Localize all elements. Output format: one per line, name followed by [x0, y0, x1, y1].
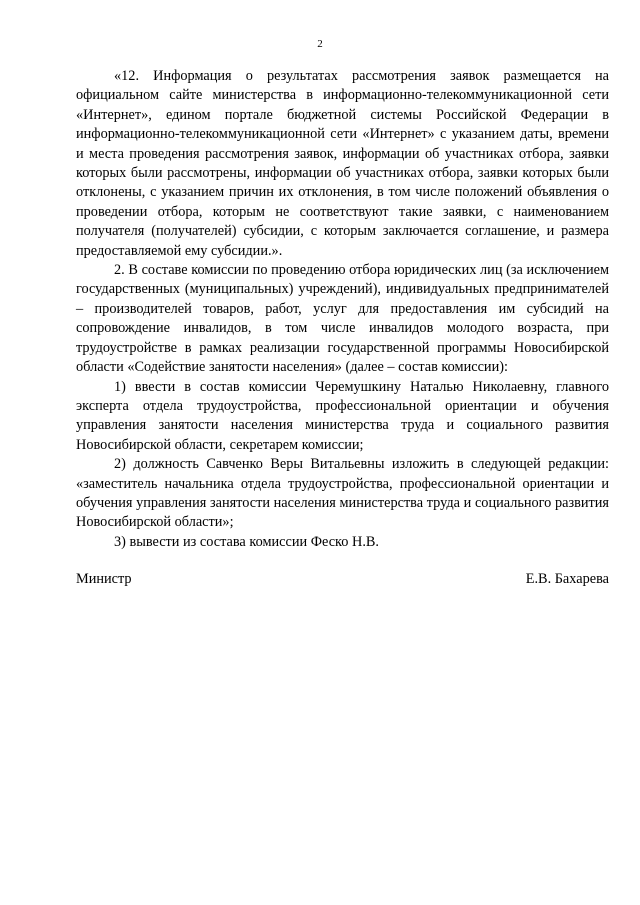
list-item-add-member: 1) ввести в состав комиссии Черемушкину Наталью Николаевну, главного эксперта отдела трудоустройства, профессиональной ориентации и обучения управления занятости населения министерства труда и социального развития Новосибирской области, секретарем комиссии; [76, 378, 609, 453]
list-item-change-position: 2) должность Савченко Веры Витальевны изложить в следующей редакции: «заместитель начальника отдела трудоустройства, профессиональной ориентации и обучения управления занятости населения министерства труда и социального развития Новосибирской области»; [76, 456, 609, 531]
signatory-name: Е.В. Бахарева [525, 571, 609, 587]
document-body [76, 67, 609, 552]
paragraph-commission-changes: 2. В составе комиссии по проведению отбора юридических лиц (за исключением государственных (муниципальных) учреждений), индивидуальных предпринимателей – производителей товаров, работ, услуг для предоставления им субсидий на сопровождение инвалидов, в том числе инвалидов молодого возраста, при трудоустройстве в рамках реализации государственной программы Новосибирской области «Содействие занятости населения» (далее – состав комиссии): [76, 262, 609, 376]
page-number: 2 [317, 38, 323, 50]
list-item-remove-member: 3) вывести из состава комиссии Феско Н.В. [114, 533, 380, 550]
paragraph-item-12: «12. Информация о результатах рассмотрения заявок размещается на официальном сайте министерства в информационно-телекоммуникационной сети «Интернет», едином портале бюджетной системы Российской Федерации в информационно-телекоммуникационной сети «Интернет» с указанием даты, времени и места проведения рассмотрения заявок, информации об участниках отбора, заявки которых были рассмотрены, информации об участниках отбора, заявки которых были отклонены, с указанием причин их отклонения, в том числе положений объявления о проведении отбора, которым не соответствуют такие заявки, с наименованием получателя (получателей) субсидии, с которым заключается соглашение, и размера предоставляемой ему субсидии.». [76, 68, 609, 259]
signatory-position: Министр [76, 571, 132, 587]
